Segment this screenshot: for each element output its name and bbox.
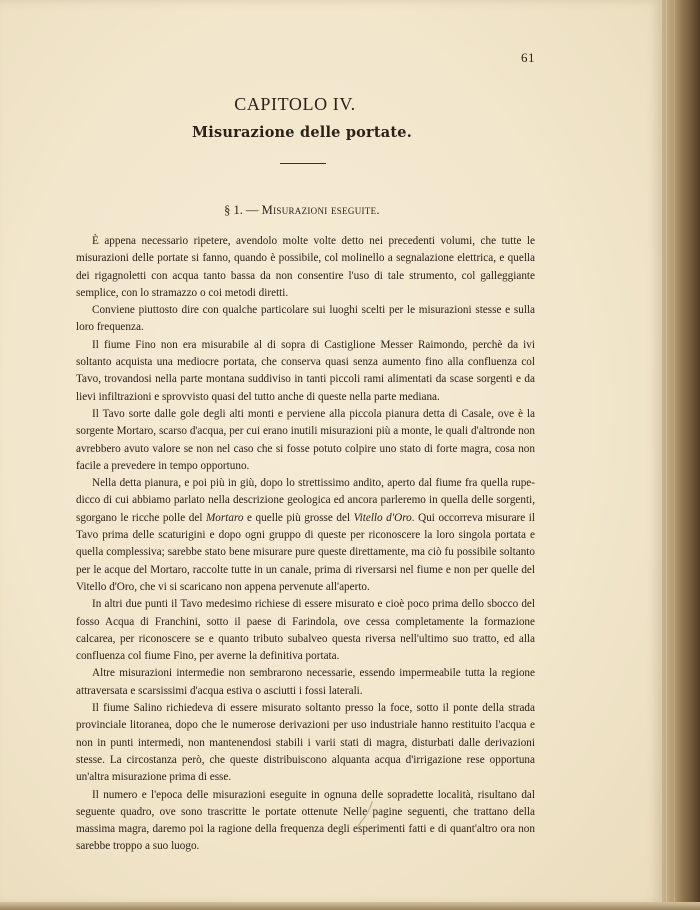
section-title: Misurazioni eseguite. xyxy=(261,203,380,217)
paragraph-4: Il Tavo sorte dalle gole degli alti monti e perviene alla piccola pianura detta di Casale, ove è la sorgente Mortaro, scarso d'acqua, per cui erano inutili misurazioni più a monte, le quali d'altronde non avrebbero avuto valore se non nel caso che si fosse potuto colpire uno stato di forte magra, cosa non facile a prevedere in tempo opportuno. xyxy=(76,407,535,472)
body-text xyxy=(76,233,535,856)
pencil-mark xyxy=(356,800,376,828)
paragraph-2: Conviene piuttosto dire con qualche particolare sui luoghi scelti per le misurazioni stesse e sulla loro frequenza. xyxy=(76,304,535,334)
section-number: § 1. — xyxy=(224,203,259,217)
section-heading xyxy=(0,203,604,218)
paragraph-1: È appena necessario ripetere, avendolo molte volte detto nei precedenti volumi, che tutte le misurazioni delle portate si fanno, quando è possibile, col molinello a segnalazione elettrica, e quella dei rigagnoletti con acqua tanto bassa da non consentire l'uso di tale strumento, col galleggiante semplice, con lo stramazzo o coi metodi diretti. xyxy=(76,235,535,299)
paragraph-5-part-1: Nella detta pianura, e poi più in giù, dopo lo strettissimo andito, aperto dal fiume fra quella rupe-dicco di cui abbiamo parlato nella descrizione geologica ed ancora parleremo in quella delle sorgenti, sgorgano le ricche polle del xyxy=(76,477,535,524)
chapter-subtitle: Misurazione delle portate. xyxy=(192,124,412,141)
paragraph-6: In altri due punti il Tavo medesimo richiese di essere misurato e cioè poco prima dello sbocco del fosso Acqua di Franchini, sotto il paese di Farindola, ove cessa completamente la formazione calcarea, per riconoscere se e quanto tributo subalveo questa riversa nell'ultimo suo tratto, ed alla confluenza col fiume Fino, per averne la definitiva portata. xyxy=(76,598,535,663)
book-page-edge xyxy=(662,0,700,910)
book-bottom-edge xyxy=(0,902,700,910)
paragraph-8: Il fiume Salino richiedeva di essere misurato soltanto presso la foce, sotto il ponte della strada provinciale litoranea, dopo che le numerose derivazioni per uso industriale hanno restituito l'acqua e non in punti intermedi, non mantenendosi stabili i varii stati di magra, disturbati dalle derivazioni stesse. La circostanza però, che queste distribuiscono alquanta acqua d'irrigazione rese opportuna un'altra misurazione prima di esse. xyxy=(76,702,535,784)
paragraph-5-part-3: . Qui occorreva misurare il Tavo prima delle scaturigini e dopo ogni gruppo di queste per riconoscere la loro singola portata e quella complessiva; sarebbe stato bene misurare pure queste direttamente, ma ciò fu possibile soltanto per le acque del Mortaro, raccolte tutte in un canale, prima di riversarsi nel fiume e non per quelle del Vitello d'Oro, che vi si scaricano non appena pervenute all'aperto. xyxy=(76,511,535,593)
paragraph-5-emphasis-vitello: Vitello d'Oro xyxy=(353,511,412,524)
paragraph-3: Il fiume Fino non era misurabile al di sopra di Castiglione Messer Raimondo, perchè da ivi soltanto acquista una mediocre portata, che conserva quasi senza aumento fino alla confluenza col Tavo, trovandosi nella parte montana suddiviso in tanti piccoli rami alimentati da scase sorgenti e da lievi infiltrazioni e sprovvisto quasi del tutto anche di queste nella parte mediana. xyxy=(76,338,535,403)
paragraph-9: Il numero e l'epoca delle misurazioni eseguite in ognuna delle sopradette località, risultano dal seguente quadro, ove sono trascritte le portate ottenute Nelle pagine seguenti, che trattano della massima magra, daremo poi la ragione della frequenza degli esperimenti fatti e di quant'altro ora non sarebbe troppo a suo luogo. xyxy=(76,788,535,853)
paragraph-7: Altre misurazioni intermedie non sembrarono necessarie, essendo impermeabile tutta la regione attraversata e scarsissimi d'acqua estiva o asciutti i fossi laterali. xyxy=(76,667,535,697)
chapter-title: CAPITOLO IV. xyxy=(234,94,356,114)
paragraph-5-part-2: e quelle più grosse del xyxy=(243,511,354,524)
paragraph-5-emphasis-mortaro: Mortaro xyxy=(205,511,244,524)
page-number: 61 xyxy=(521,50,535,65)
title-divider xyxy=(280,163,326,164)
paragraph-5 xyxy=(76,475,535,596)
